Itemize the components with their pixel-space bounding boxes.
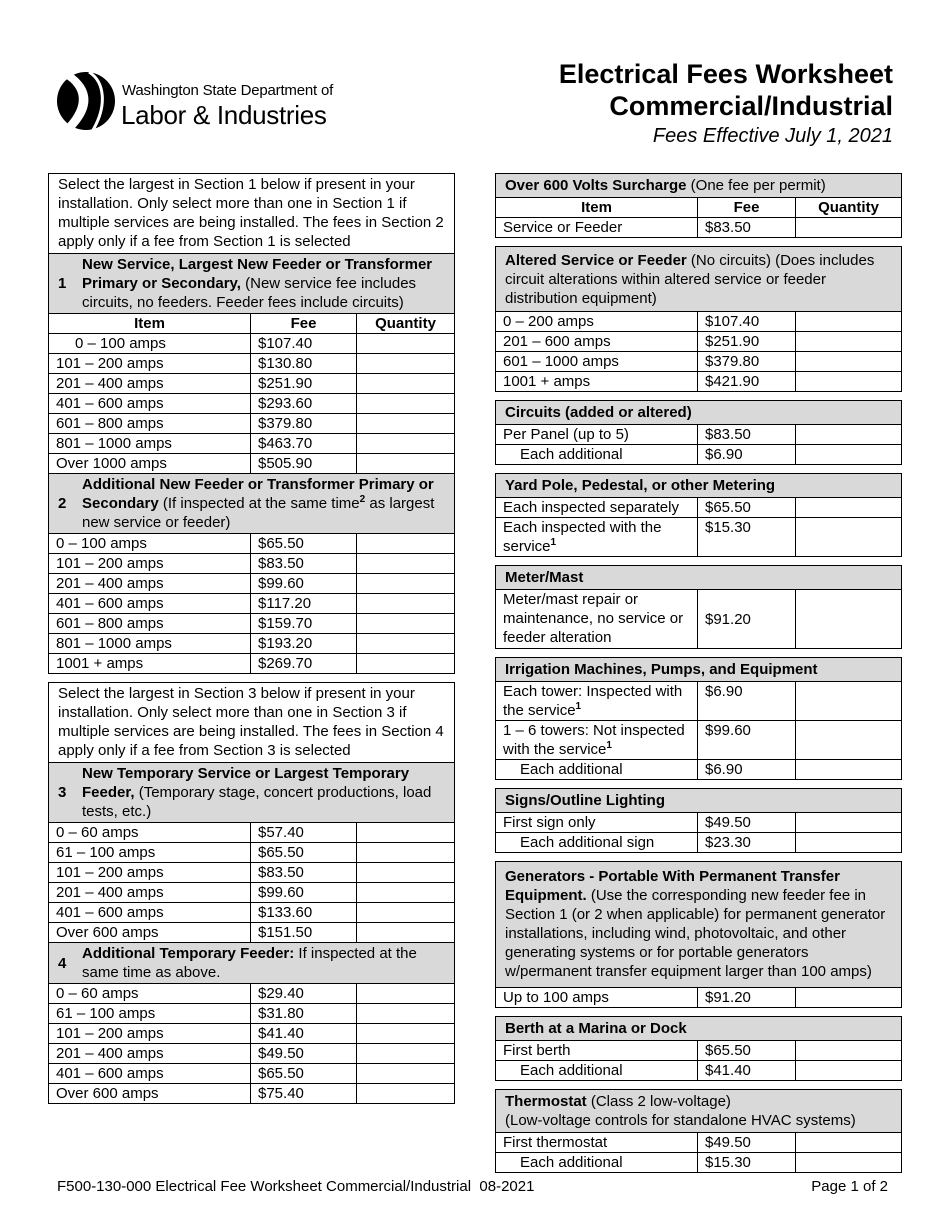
quantity-cell[interactable] xyxy=(796,445,902,465)
row-fee: $65.50 xyxy=(698,1041,796,1061)
quantity-cell[interactable] xyxy=(357,394,455,414)
quantity-cell[interactable] xyxy=(357,984,455,1004)
berth-table xyxy=(495,1016,902,1081)
section-number: 1 xyxy=(58,275,67,292)
section-1-instructions: Select the largest in Section 1 below if present in your installation. Only select more than one in Section 1 if multiple services are being installed. The fees in Section 2 apply only if a fee from Section 1 is selected xyxy=(49,174,455,254)
table-row xyxy=(49,923,455,943)
quantity-cell[interactable] xyxy=(796,312,902,332)
row-item: 601 – 1000 amps xyxy=(496,352,698,372)
block-title: Altered Service or Feeder xyxy=(505,252,687,269)
block-note: (Use the corresponding new feeder fee in Section 1 (or 2 when applicable) for permanent generator installations, including wind, photovoltaic, and other generating systems or for portable generators w/permanent transfer equipment larger than 100 amps) xyxy=(505,887,886,980)
row-fee: $107.40 xyxy=(251,334,357,354)
section-number: 4 xyxy=(58,954,67,972)
table-row xyxy=(496,988,902,1008)
row-fee: $31.80 xyxy=(251,1004,357,1024)
row-fee: $41.40 xyxy=(698,1061,796,1081)
section-1-2-table xyxy=(48,173,455,674)
table-row xyxy=(49,334,455,354)
section-title: Additional New Feeder or Transformer Primary or Secondary xyxy=(82,476,434,512)
quantity-cell[interactable] xyxy=(357,843,455,863)
row-fee: $65.50 xyxy=(698,498,796,518)
quantity-cell[interactable] xyxy=(796,425,902,445)
row-fee: $49.50 xyxy=(698,1133,796,1153)
row-fee: $269.70 xyxy=(251,654,357,674)
table-row xyxy=(49,434,455,454)
row-item: 601 – 800 amps xyxy=(49,414,251,434)
section-number: 3 xyxy=(58,784,67,801)
block-title: Generators - Portable With Permanent Transfer Equipment. xyxy=(505,868,840,904)
row-item: 201 – 400 amps xyxy=(49,574,251,594)
row-fee: $83.50 xyxy=(251,863,357,883)
table-row xyxy=(496,721,902,760)
row-item: 401 – 600 amps xyxy=(49,903,251,923)
quantity-cell[interactable] xyxy=(796,1153,902,1173)
section-note: (New service fee includes circuits, no feeders. Feeder fees include circuits) xyxy=(82,275,417,311)
table-row xyxy=(49,1004,455,1024)
quantity-cell[interactable] xyxy=(357,903,455,923)
quantity-cell[interactable] xyxy=(357,434,455,454)
block-note: (One fee per permit) xyxy=(686,177,826,194)
row-item: First berth xyxy=(496,1041,698,1061)
table-row xyxy=(496,352,902,372)
row-fee: $130.80 xyxy=(251,354,357,374)
logo-agency-line: Washington State Department of xyxy=(122,82,334,99)
block-note-line2: (Low-voltage controls for standalone HVAC systems) xyxy=(505,1112,856,1129)
table-row xyxy=(496,760,902,780)
row-fee: $91.20 xyxy=(698,988,796,1008)
row-item: 201 – 400 amps xyxy=(49,883,251,903)
section-number: 2 xyxy=(58,495,67,512)
row-fee: $65.50 xyxy=(251,1064,357,1084)
row-item: 1001 + amps xyxy=(496,372,698,392)
footnote-ref: 2 xyxy=(359,494,366,505)
row-item: Per Panel (up to 5) xyxy=(496,425,698,445)
meter-mast-table xyxy=(495,565,902,649)
quantity-cell[interactable] xyxy=(796,352,902,372)
row-item: Meter/mast repair or maintenance, no service or feeder alteration xyxy=(496,590,698,649)
volts-header xyxy=(496,174,902,198)
quantity-cell[interactable] xyxy=(357,614,455,634)
table-row xyxy=(496,425,902,445)
quantity-cell[interactable] xyxy=(357,414,455,434)
circuits-header xyxy=(496,401,902,425)
block-title: Signs/Outline Lighting xyxy=(505,792,665,809)
table-row xyxy=(49,454,455,474)
altered-header xyxy=(496,247,902,312)
quantity-cell[interactable] xyxy=(357,454,455,474)
col-fee: Fee xyxy=(698,198,796,218)
table-row xyxy=(49,984,455,1004)
row-item: Up to 100 amps xyxy=(496,988,698,1008)
irrigation-header xyxy=(496,658,902,682)
section-3-4-table xyxy=(48,682,455,1104)
quantity-cell[interactable] xyxy=(357,354,455,374)
row-item: 801 – 1000 amps xyxy=(49,634,251,654)
row-item: Each additional sign xyxy=(496,833,698,853)
table-row xyxy=(496,445,902,465)
row-fee: $41.40 xyxy=(251,1024,357,1044)
quantity-cell[interactable] xyxy=(796,988,902,1008)
table-row xyxy=(496,1041,902,1061)
row-fee: $379.80 xyxy=(251,414,357,434)
table-row xyxy=(49,414,455,434)
table-row xyxy=(496,682,902,721)
row-fee: $15.30 xyxy=(698,518,796,557)
row-item: Each inspected with the service xyxy=(503,519,662,555)
row-fee: $83.50 xyxy=(251,554,357,574)
row-item: 401 – 600 amps xyxy=(49,394,251,414)
table-row xyxy=(49,883,455,903)
thermostat-header xyxy=(496,1090,902,1133)
block-title: Circuits (added or altered) xyxy=(505,404,692,421)
title-line-2: Commercial/Industrial xyxy=(609,91,893,121)
generators-table xyxy=(495,861,902,1008)
section-title: Additional Temporary Feeder: xyxy=(82,945,295,962)
row-fee: $15.30 xyxy=(698,1153,796,1173)
quantity-cell[interactable] xyxy=(357,534,455,554)
footnote-ref: 1 xyxy=(606,740,612,751)
quantity-cell[interactable] xyxy=(357,554,455,574)
row-item: 0 – 100 amps xyxy=(49,534,251,554)
row-item: 201 – 400 amps xyxy=(49,1044,251,1064)
row-fee: $91.20 xyxy=(698,590,796,649)
row-item: 61 – 100 amps xyxy=(49,1004,251,1024)
col-item: Item xyxy=(49,314,251,334)
row-item: 0 – 60 amps xyxy=(49,984,251,1004)
quantity-cell[interactable] xyxy=(796,218,902,238)
block-title: Irrigation Machines, Pumps, and Equipment xyxy=(505,661,818,678)
row-item: 801 – 1000 amps xyxy=(49,434,251,454)
agency-logo xyxy=(55,70,335,135)
quantity-cell[interactable] xyxy=(357,1044,455,1064)
block-note: (Class 2 low-voltage) xyxy=(586,1093,731,1110)
form-number: F500-130-000 Electrical Fee Worksheet Commercial/Industrial 08-2021 xyxy=(57,1178,535,1195)
row-item: 101 – 200 amps xyxy=(49,354,251,374)
table-row xyxy=(496,332,902,352)
table-row xyxy=(496,1153,902,1173)
block-title: Thermostat xyxy=(505,1093,587,1110)
yard-header xyxy=(496,474,902,498)
block-title: Over 600 Volts Surcharge xyxy=(505,177,687,194)
section-3-header xyxy=(49,763,455,823)
row-fee: $421.90 xyxy=(698,372,796,392)
footnote-ref: 1 xyxy=(575,701,582,712)
quantity-cell[interactable] xyxy=(796,721,902,760)
right-column xyxy=(495,173,901,1173)
row-item: 0 – 60 amps xyxy=(49,823,251,843)
quantity-cell[interactable] xyxy=(796,498,902,518)
row-item: Each tower: Inspected with the service xyxy=(503,683,683,719)
table-row xyxy=(49,594,455,614)
table-row xyxy=(49,354,455,374)
circuits-table xyxy=(495,400,902,465)
quantity-cell[interactable] xyxy=(357,1064,455,1084)
col-item: Item xyxy=(496,198,698,218)
signs-table xyxy=(495,788,902,853)
page-number: Page 1 of 2 xyxy=(811,1178,888,1195)
row-item: 61 – 100 amps xyxy=(49,843,251,863)
row-item: 101 – 200 amps xyxy=(49,554,251,574)
table-row xyxy=(49,863,455,883)
row-item: 401 – 600 amps xyxy=(49,594,251,614)
row-item: 401 – 600 amps xyxy=(49,1064,251,1084)
table-row xyxy=(49,1064,455,1084)
row-item: 0 – 100 amps xyxy=(49,334,251,354)
row-fee: $65.50 xyxy=(251,534,357,554)
row-fee: $65.50 xyxy=(251,843,357,863)
quantity-cell[interactable] xyxy=(357,1024,455,1044)
table-row xyxy=(49,614,455,634)
table-row xyxy=(496,498,902,518)
quantity-cell[interactable] xyxy=(357,634,455,654)
row-item: 0 – 200 amps xyxy=(496,312,698,332)
row-fee: $6.90 xyxy=(698,682,796,721)
thermostat-table xyxy=(495,1089,902,1173)
left-column xyxy=(48,173,454,1104)
quantity-cell[interactable] xyxy=(796,760,902,780)
yard-pole-table xyxy=(495,473,902,557)
row-fee: $57.40 xyxy=(251,823,357,843)
row-fee: $251.90 xyxy=(251,374,357,394)
title-line-1: Electrical Fees Worksheet xyxy=(558,59,893,89)
quantity-cell[interactable] xyxy=(796,1041,902,1061)
row-item: 1001 + amps xyxy=(49,654,251,674)
table-row xyxy=(49,574,455,594)
meter-header xyxy=(496,566,902,590)
row-item: First sign only xyxy=(496,813,698,833)
table-row xyxy=(496,218,902,238)
signs-header xyxy=(496,789,902,813)
section-title: New Service, Largest New Feeder or Transformer Primary or Secondary, xyxy=(82,256,433,292)
quantity-cell[interactable] xyxy=(357,374,455,394)
row-fee: $117.20 xyxy=(251,594,357,614)
row-fee: $6.90 xyxy=(698,445,796,465)
row-fee: $379.80 xyxy=(698,352,796,372)
section-note: (If inspected at the same time xyxy=(158,495,360,512)
row-fee: $83.50 xyxy=(698,218,796,238)
table-row xyxy=(496,1133,902,1153)
effective-date: Fees Effective July 1, 2021 xyxy=(652,125,893,147)
row-item-wrap xyxy=(496,518,698,557)
row-item: 101 – 200 amps xyxy=(49,863,251,883)
table-row xyxy=(496,1061,902,1081)
row-fee: $99.60 xyxy=(698,721,796,760)
table-row xyxy=(49,554,455,574)
block-title: Berth at a Marina or Dock xyxy=(505,1020,687,1037)
table-row xyxy=(49,903,455,923)
quantity-cell[interactable] xyxy=(357,863,455,883)
row-fee: $159.70 xyxy=(251,614,357,634)
quantity-cell[interactable] xyxy=(796,682,902,721)
row-fee: $133.60 xyxy=(251,903,357,923)
block-title: Yard Pole, Pedestal, or other Metering xyxy=(505,477,776,494)
table-row xyxy=(496,518,902,557)
column-header-row xyxy=(49,314,455,334)
row-fee: $251.90 xyxy=(698,332,796,352)
quantity-cell[interactable] xyxy=(796,518,902,557)
row-fee: $193.20 xyxy=(251,634,357,654)
row-item: 601 – 800 amps xyxy=(49,614,251,634)
volts-surcharge-table xyxy=(495,173,902,238)
row-item: Each inspected separately xyxy=(496,498,698,518)
row-fee: $6.90 xyxy=(698,760,796,780)
generators-header xyxy=(496,862,902,988)
section-note: (Temporary stage, concert productions, load tests, etc.) xyxy=(82,784,432,820)
quantity-cell[interactable] xyxy=(796,833,902,853)
row-fee: $99.60 xyxy=(251,574,357,594)
quantity-cell[interactable] xyxy=(357,654,455,674)
row-item: 201 – 400 amps xyxy=(49,374,251,394)
table-row xyxy=(49,394,455,414)
column-header-row xyxy=(496,198,902,218)
quantity-cell[interactable] xyxy=(357,883,455,903)
lni-logo-mark xyxy=(55,70,117,132)
row-item: Over 600 amps xyxy=(49,1084,251,1104)
row-item: First thermostat xyxy=(496,1133,698,1153)
row-item-wrap xyxy=(496,721,698,760)
row-item: 1 – 6 towers: Not inspected with the service xyxy=(503,722,685,758)
quantity-cell[interactable] xyxy=(796,332,902,352)
col-fee: Fee xyxy=(251,314,357,334)
section-title: New Temporary Service or Largest Temporary Feeder, xyxy=(82,765,410,801)
table-row xyxy=(496,372,902,392)
table-row xyxy=(496,813,902,833)
quantity-cell[interactable] xyxy=(357,334,455,354)
row-item: Each additional xyxy=(496,1061,698,1081)
footnote-ref: 1 xyxy=(550,537,557,548)
section-4-header xyxy=(49,943,455,984)
section-3-instructions: Select the largest in Section 3 below if present in your installation. Only select more than one in Section 3 if multiple services are being installed. The fees in Section 4 apply only if a fee from Section 3 is selected xyxy=(49,683,455,763)
block-note: (No circuits) (Does includes circuit alterations within altered service or feeder distribution equipment) xyxy=(505,252,875,307)
quantity-cell[interactable] xyxy=(357,923,455,943)
quantity-cell[interactable] xyxy=(357,823,455,843)
quantity-cell[interactable] xyxy=(357,1084,455,1104)
row-item: Service or Feeder xyxy=(496,218,698,238)
row-item: Each additional xyxy=(496,760,698,780)
quantity-cell[interactable] xyxy=(357,574,455,594)
row-fee: $49.50 xyxy=(251,1044,357,1064)
altered-service-table xyxy=(495,246,902,392)
row-item: Each additional xyxy=(496,445,698,465)
row-fee: $23.30 xyxy=(698,833,796,853)
section-2-header xyxy=(49,474,455,534)
row-fee: $83.50 xyxy=(698,425,796,445)
row-fee: $293.60 xyxy=(251,394,357,414)
row-fee: $29.40 xyxy=(251,984,357,1004)
row-item: Over 1000 amps xyxy=(49,454,251,474)
row-fee: $505.90 xyxy=(251,454,357,474)
row-fee: $463.70 xyxy=(251,434,357,454)
table-row xyxy=(496,590,902,649)
row-fee: $75.40 xyxy=(251,1084,357,1104)
quantity-cell[interactable] xyxy=(796,1061,902,1081)
table-row xyxy=(496,833,902,853)
quantity-cell[interactable] xyxy=(796,813,902,833)
quantity-cell[interactable] xyxy=(796,372,902,392)
row-item: Each additional xyxy=(496,1153,698,1173)
table-row xyxy=(49,654,455,674)
irrigation-table xyxy=(495,657,902,780)
row-fee: $107.40 xyxy=(698,312,796,332)
section-note: If inspected at the same time as above. xyxy=(82,945,417,981)
row-fee: $99.60 xyxy=(251,883,357,903)
table-row xyxy=(49,1024,455,1044)
block-title: Meter/Mast xyxy=(505,569,584,586)
table-row xyxy=(49,1044,455,1064)
table-row xyxy=(49,534,455,554)
section-1-header xyxy=(49,254,455,314)
berth-header xyxy=(496,1017,902,1041)
table-row xyxy=(49,634,455,654)
quantity-cell[interactable] xyxy=(796,1133,902,1153)
col-quantity: Quantity xyxy=(796,198,902,218)
quantity-cell[interactable] xyxy=(357,1004,455,1024)
document-title xyxy=(559,58,893,150)
row-fee: $49.50 xyxy=(698,813,796,833)
table-row xyxy=(49,823,455,843)
row-fee: $151.50 xyxy=(251,923,357,943)
col-quantity: Quantity xyxy=(357,314,455,334)
quantity-cell[interactable] xyxy=(796,590,902,649)
section-note-end: as largest new service or feeder) xyxy=(82,495,435,531)
table-row xyxy=(49,843,455,863)
row-item-wrap xyxy=(496,682,698,721)
row-item: 201 – 600 amps xyxy=(496,332,698,352)
table-row xyxy=(49,374,455,394)
row-item: 101 – 200 amps xyxy=(49,1024,251,1044)
table-row xyxy=(496,312,902,332)
row-item: Over 600 amps xyxy=(49,923,251,943)
quantity-cell[interactable] xyxy=(357,594,455,614)
table-row xyxy=(49,1084,455,1104)
logo-agency-name: Labor & Industries xyxy=(121,100,327,130)
